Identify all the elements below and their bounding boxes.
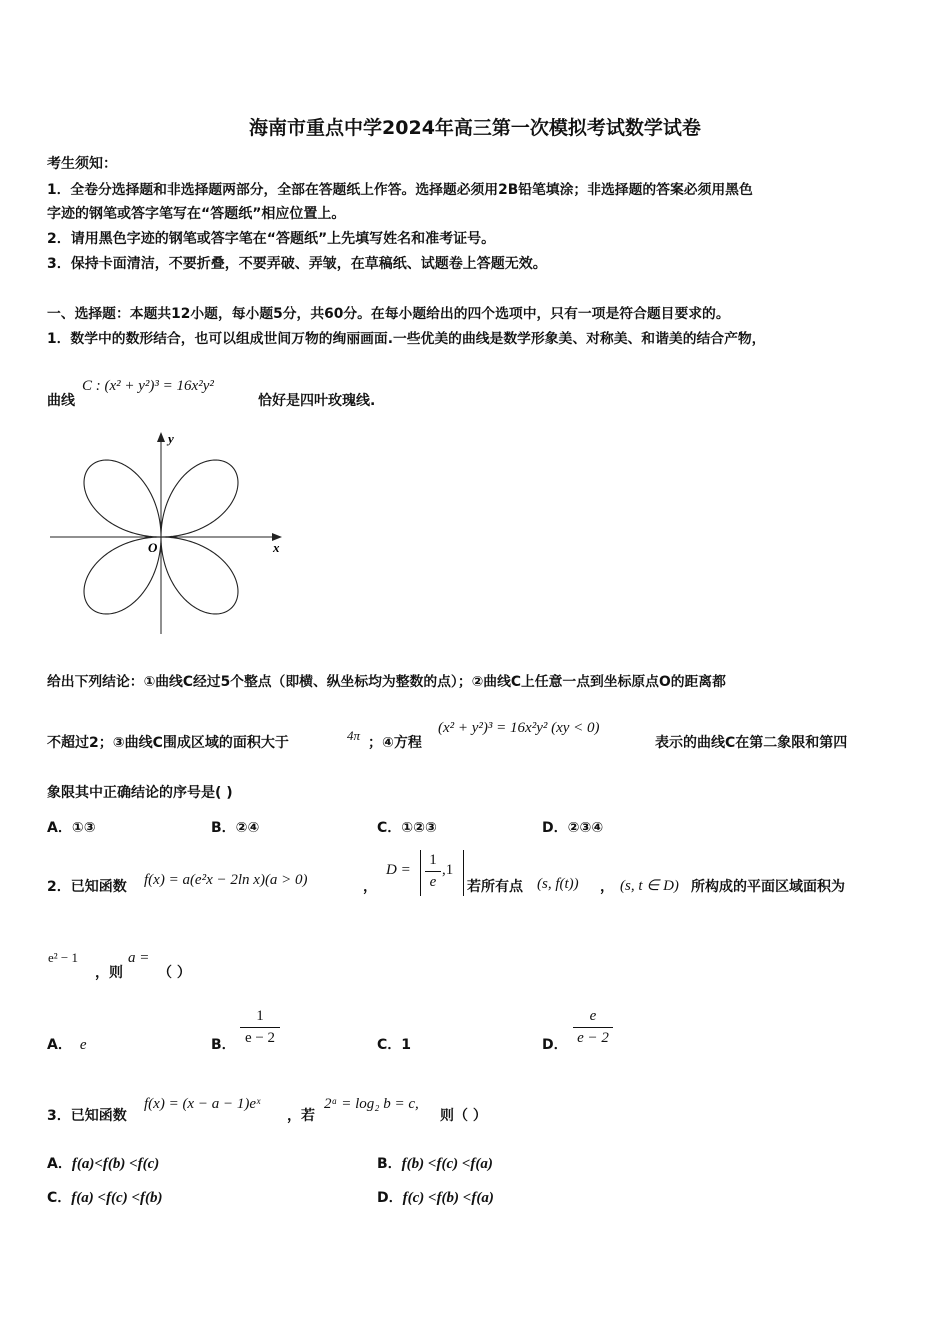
- q2-tail: 所构成的平面区域面积为: [691, 879, 845, 895]
- origin-label: O: [148, 540, 158, 555]
- notice-line-1a: 1．全卷分选择题和非选择题两部分，全部在答题纸上作答。选择题必须用2B铅笔填涂；非选择题的答案必须用黑色: [47, 182, 753, 198]
- q3-tail: 则（ ）: [440, 1108, 487, 1124]
- q2-option-d-den: e − 2: [577, 1030, 609, 1046]
- x-axis-label: x: [273, 540, 280, 555]
- q2-option-d-num: e: [589, 1008, 597, 1024]
- q2-paren: （ ）: [158, 965, 191, 981]
- notice-line-1b: 字迹的钢笔或答字笔写在“答题纸”相应位置上。: [47, 206, 346, 222]
- q1-area-value: 4π: [347, 728, 361, 743]
- q2-area: e² − 1: [48, 950, 78, 965]
- q2-domain-fraction: [425, 852, 441, 891]
- q2-condition: (s, t ∈ D): [620, 878, 679, 894]
- q1-line-5: 象限其中正确结论的序号是( ): [47, 785, 233, 801]
- q2-option-b-fraction[interactable]: [240, 1008, 280, 1047]
- q1-line-3: 给出下列结论：①曲线C经过5个整点（即横、纵坐标均为整数的点）；②曲线C上任意一点到坐标原点O的距离都: [47, 674, 726, 690]
- notice-line-2: 2．请用黑色字迹的钢笔或答字笔在“答题纸”上先填写姓名和准考证号。: [47, 231, 496, 247]
- q1-option-b[interactable]: B．②④: [211, 820, 260, 836]
- q2-prefix: 2．已知函数: [47, 879, 127, 895]
- four-leaf-rose-figure: [46, 428, 290, 640]
- q1-curve-suffix: 恰好是四叶玫瑰线.: [258, 393, 376, 409]
- q1-line-4c: 表示的曲线C在第二象限和第四: [655, 735, 848, 751]
- q1-option-c[interactable]: C．①②③: [377, 820, 437, 836]
- y-axis-arrow: [157, 432, 165, 442]
- q2-domain-den: e: [429, 874, 437, 890]
- q1-line-1: 1．数学中的数形结合，也可以组成世间万物的绚丽画面.一些优美的曲线是数学形象美、对称美、和谐美的结合产物，: [47, 331, 766, 347]
- q3-prefix: 3．已知函数: [47, 1108, 127, 1124]
- q2-domain-tail: ,1: [442, 862, 454, 878]
- q3-option-a[interactable]: A．f(a)<f(b) <f(c): [47, 1156, 160, 1172]
- q1-line-4a: 不超过2；③曲线C围成区域的面积大于: [47, 735, 289, 751]
- q2-a-equals: a =: [128, 950, 150, 966]
- q2-comma: ，: [363, 879, 377, 895]
- q2-option-d-label[interactable]: D．: [542, 1037, 568, 1053]
- q2-domain-prefix: D =: [386, 862, 411, 878]
- q1-curve-prefix: 曲线: [47, 393, 75, 409]
- q2-sep: ，: [600, 879, 614, 895]
- page-title: 海南市重点中学2024年高三第一次模拟考试数学试卷: [249, 117, 701, 139]
- q2-option-b-num: 1: [256, 1008, 264, 1024]
- q3-option-c[interactable]: C．f(a) <f(c) <f(b): [47, 1190, 163, 1206]
- q1-line-4b: ；④方程: [368, 735, 422, 751]
- q2-then: ，则: [95, 965, 123, 981]
- y-axis-label: y: [168, 431, 174, 446]
- q3-option-b[interactable]: B．f(b) <f(c) <f(a): [377, 1156, 493, 1172]
- q1-option-d[interactable]: D．②③④: [542, 820, 604, 836]
- q1-option-a[interactable]: A．①③: [47, 820, 96, 836]
- q2-option-c[interactable]: C．1: [377, 1037, 412, 1053]
- q2-function: f(x) = a(e²x − 2ln x)(a > 0): [144, 872, 308, 888]
- section-heading: 一、选择题：本题共12小题，每小题5分，共60分。在每小题给出的四个选项中，只有一项是符合题目要求的。: [47, 306, 730, 322]
- q2-point: (s, f(t)): [537, 876, 579, 892]
- notice-line-3: 3．保持卡面清洁，不要折叠，不要弄破、弄皱，在草稿纸、试题卷上答题无效。: [47, 256, 547, 272]
- q3-option-d[interactable]: D．f(c) <f(b) <f(a): [377, 1190, 494, 1206]
- q3-function: f(x) = (x − a − 1)eˣ: [144, 1096, 261, 1112]
- q2-mid: 若所有点: [467, 879, 523, 895]
- notice-heading: 考生须知：: [47, 156, 117, 172]
- q2-option-b-label[interactable]: B．: [211, 1037, 236, 1053]
- q3-mid: ，若: [287, 1108, 315, 1124]
- q1-curve-equation: C : (x² + y²)³ = 16x²y²: [82, 378, 214, 394]
- q3-condition: 2ᵃ = log₂ b = c,: [324, 1096, 419, 1112]
- q2-option-a[interactable]: A． e: [47, 1037, 87, 1053]
- q2-option-d-fraction[interactable]: [573, 1008, 613, 1047]
- q1-equation-xy: (x² + y²)³ = 16x²y² (xy < 0): [438, 720, 600, 736]
- q2-domain-num: 1: [429, 852, 437, 868]
- q2-option-b-den: e − 2: [244, 1030, 276, 1046]
